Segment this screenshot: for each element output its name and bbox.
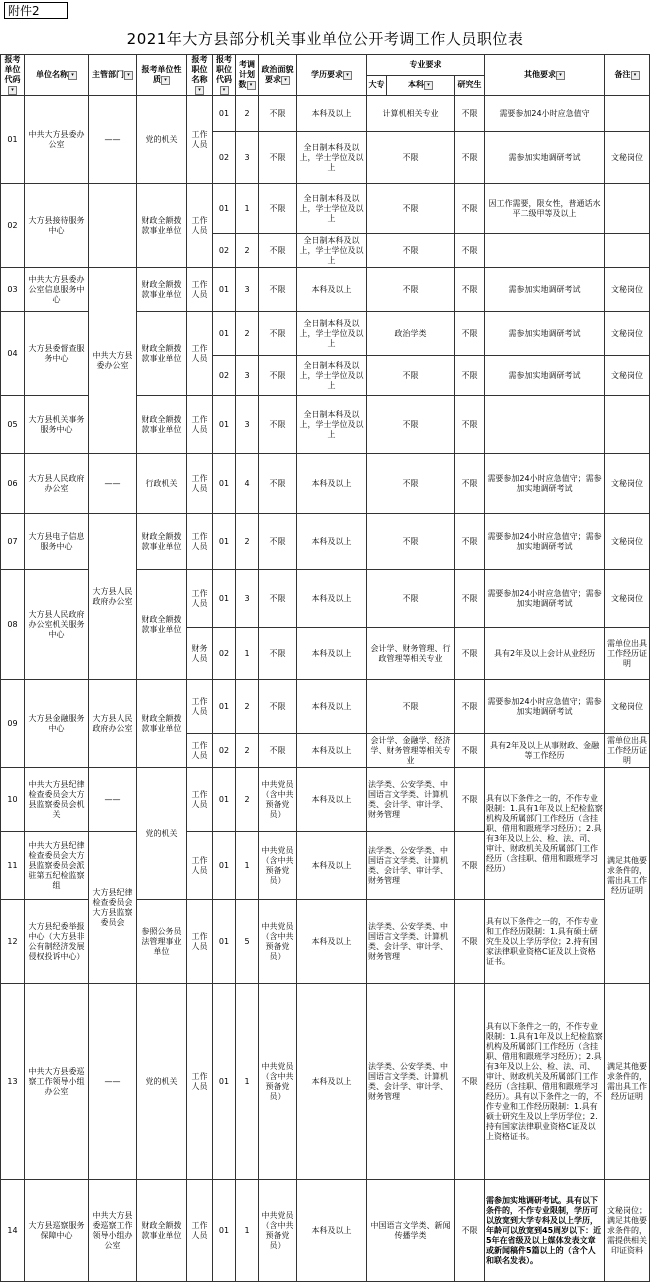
filter-dropdown-icon[interactable]: ▾ [424, 81, 433, 90]
unit-nature: 财政全额拨款事业单位 [137, 396, 187, 454]
unit-name: 中共大方县委巡察工作领导小组办公室 [25, 984, 89, 1180]
plan-count: 3 [236, 356, 259, 396]
plan-count: 3 [236, 268, 259, 312]
position-name: 工作人员 [187, 312, 213, 396]
position-code: 02 [213, 132, 236, 184]
political-req: 不限 [259, 680, 297, 734]
position-name: 工作人员 [187, 96, 213, 184]
political-req: 不限 [259, 628, 297, 680]
remark: 满足其他要求条件的，需出具工作经历证明 [605, 768, 650, 984]
remark: 文秘岗位 [605, 356, 650, 396]
dept: 大方县纪律检查委员会大方县监察委员会 [89, 832, 137, 984]
position-code: 01 [213, 454, 236, 514]
position-code: 01 [213, 570, 236, 628]
plan-count: 2 [236, 734, 259, 768]
major-bachelor: 法学类、公安学类、中国语言文学类、计算机类、会计学、审计学、财务管理 [367, 832, 455, 900]
major-bachelor: 不限 [367, 356, 455, 396]
position-name: 工作人员 [187, 570, 213, 628]
table-row [1, 680, 650, 734]
major-bachelor: 法学类、公安学类、中国语言文学类、计算机类、会计学、审计学、财务管理 [367, 900, 455, 984]
unit-name: 大方县电子信息服务中心 [25, 514, 89, 570]
plan-count: 4 [236, 454, 259, 514]
header-dept: 主管部门 ▾ [89, 55, 137, 96]
filter-dropdown-icon[interactable]: ▾ [343, 71, 352, 80]
table-row [1, 514, 650, 570]
remark [605, 96, 650, 132]
position-code: 01 [213, 96, 236, 132]
position-code: 02 [213, 234, 236, 268]
other-req: 需要参加24小时应急值守；需参加实地调研考试 [485, 570, 605, 628]
major-graduate: 不限 [455, 312, 485, 356]
major-graduate: 不限 [455, 900, 485, 984]
edu-req: 本科及以上 [297, 628, 367, 680]
plan-count: 2 [236, 768, 259, 832]
plan-count: 2 [236, 680, 259, 734]
edu-req: 全日制本科及以上，学士学位及以上 [297, 184, 367, 234]
unit-code: 05 [1, 396, 25, 454]
dept: —— [89, 768, 137, 832]
plan-count: 1 [236, 832, 259, 900]
position-code: 01 [213, 184, 236, 234]
major-bachelor: 不限 [367, 454, 455, 514]
position-name: 工作人员 [187, 984, 213, 1180]
major-bachelor: 计算机相关专业 [367, 96, 455, 132]
plan-count: 1 [236, 1180, 259, 1282]
position-code: 01 [213, 1180, 236, 1282]
header-nature: 报考单位性质 ▾ [137, 55, 187, 96]
edu-req: 本科及以上 [297, 984, 367, 1180]
dept: —— [89, 454, 137, 514]
unit-name: 大方县纪委举报中心（大方县非公有制经济发展侵权投诉中心） [25, 900, 89, 984]
filter-dropdown-icon[interactable]: ▾ [8, 86, 17, 95]
filter-dropdown-icon[interactable]: ▾ [247, 81, 256, 90]
other-req: 具有2年及以上从事财政、金融等工作经历 [485, 734, 605, 768]
remark [605, 234, 650, 268]
unit-code: 11 [1, 832, 25, 900]
annex-label: 附件2 [4, 2, 68, 19]
unit-name: 大方县人民政府办公室 [25, 454, 89, 514]
edu-req: 本科及以上 [297, 454, 367, 514]
remark: 文秘岗位 [605, 312, 650, 356]
edu-req: 本科及以上 [297, 514, 367, 570]
remark: 文秘岗位；满足其他要求条件的，需提供相关印证资料 [605, 1180, 650, 1282]
table-row [1, 96, 650, 132]
unit-code: 08 [1, 570, 25, 680]
edu-req: 本科及以上 [297, 96, 367, 132]
header-political: 政治面貌要求 ▾ [259, 55, 297, 96]
position-name: 工作人员 [187, 768, 213, 832]
unit-code: 02 [1, 184, 25, 268]
position-code: 01 [213, 680, 236, 734]
major-graduate: 不限 [455, 680, 485, 734]
position-code: 02 [213, 734, 236, 768]
major-graduate: 不限 [455, 234, 485, 268]
political-req: 不限 [259, 396, 297, 454]
position-name: 财务人员 [187, 628, 213, 680]
major-bachelor: 政治学类 [367, 312, 455, 356]
header-bachelor: 本科 ▾ [387, 75, 455, 96]
other-req: 具有以下条件之一的，不作专业限制：1.具有1年及以上纪检监察机构及所属部门工作经历（含挂职、借用和跟班学习经历）；2.具有3年及以上公、检、法、司、审计、财政机关及所属部门工作经历（含挂职、借用和跟班学习经历） [485, 768, 605, 900]
other-req: 需要参加24小时应急值守；需参加实地调研考试 [485, 680, 605, 734]
major-bachelor: 不限 [367, 680, 455, 734]
other-req: 需要参加24小时应急值守；需参加实地调研考试 [485, 514, 605, 570]
unit-name: 中共大方县纪律检查委员会大方县监察委员会派驻第五纪检监察组 [25, 832, 89, 900]
political-req: 中共党员（含中共预备党员） [259, 832, 297, 900]
unit-code: 04 [1, 312, 25, 396]
position-name: 工作人员 [187, 832, 213, 900]
other-req: 具有2年及以上会计从业经历 [485, 628, 605, 680]
remark [605, 184, 650, 234]
unit-name: 中共大方县委办公室信息服务中心 [25, 268, 89, 312]
major-graduate: 不限 [455, 832, 485, 900]
filter-dropdown-icon[interactable]: ▾ [124, 71, 133, 80]
position-name: 工作人员 [187, 900, 213, 984]
filter-dropdown-icon[interactable]: ▾ [281, 76, 290, 85]
major-graduate: 不限 [455, 570, 485, 628]
major-graduate: 不限 [455, 454, 485, 514]
unit-nature: 参照公务员法管理事业单位 [137, 900, 187, 984]
political-req: 不限 [259, 268, 297, 312]
political-req: 中共党员（含中共预备党员） [259, 900, 297, 984]
dept: —— [89, 984, 137, 1180]
major-bachelor: 不限 [367, 396, 455, 454]
other-req [485, 234, 605, 268]
major-bachelor: 会计学、金融学、经济学、财务管理等相关专业 [367, 734, 455, 768]
table-row [1, 454, 650, 514]
political-req: 不限 [259, 96, 297, 132]
plan-count: 1 [236, 628, 259, 680]
edu-req: 本科及以上 [297, 900, 367, 984]
plan-count: 2 [236, 514, 259, 570]
unit-code: 14 [1, 1180, 25, 1282]
unit-nature: 党的机关 [137, 768, 187, 900]
remark: 文秘岗位 [605, 570, 650, 628]
unit-code: 12 [1, 900, 25, 984]
plan-count: 5 [236, 900, 259, 984]
other-req: 需要参加24小时应急值守；需参加实地调研考试 [485, 454, 605, 514]
position-code: 01 [213, 900, 236, 984]
edu-req: 本科及以上 [297, 268, 367, 312]
major-graduate: 不限 [455, 268, 485, 312]
remark: 文秘岗位 [605, 514, 650, 570]
unit-name: 大方县委督查服务中心 [25, 312, 89, 396]
positions-table [0, 54, 650, 1282]
unit-code: 01 [1, 96, 25, 184]
major-graduate: 不限 [455, 514, 485, 570]
major-bachelor: 法学类、公安学类、中国语言文学类、计算机类、会计学、审计学、财务管理 [367, 768, 455, 832]
unit-nature: 财政全额拨款事业单位 [137, 268, 187, 312]
unit-nature: 行政机关 [137, 454, 187, 514]
header-unit-code: 报考单位代码▾ [1, 55, 25, 96]
other-req: 需要参加24小时应急值守 [485, 96, 605, 132]
edu-req: 全日制本科及以上，学士学位及以上 [297, 132, 367, 184]
table-row [1, 984, 650, 1180]
unit-nature: 财政全额拨款事业单位 [137, 570, 187, 680]
major-bachelor: 法学类、公安学类、中国语言文学类、计算机类、会计学、审计学、财务管理 [367, 984, 455, 1180]
edu-req: 全日制本科及以上，学士学位及以上 [297, 396, 367, 454]
major-bachelor: 会计学、财务管理、行政管理等相关专业 [367, 628, 455, 680]
unit-name: 大方县机关事务服务中心 [25, 396, 89, 454]
political-req: 中共党员（含中共预备党员） [259, 768, 297, 832]
political-req: 不限 [259, 734, 297, 768]
table-row [1, 184, 650, 234]
major-graduate: 不限 [455, 396, 485, 454]
position-name: 工作人员 [187, 1180, 213, 1282]
other-req: 需参加实地调研考试 [485, 268, 605, 312]
header-edu: 学历要求 ▾ [297, 55, 367, 96]
dept: 大方县人民政府办公室 [89, 680, 137, 768]
position-name: 工作人员 [187, 268, 213, 312]
position-code: 02 [213, 628, 236, 680]
unit-code: 03 [1, 268, 25, 312]
major-bachelor: 不限 [367, 268, 455, 312]
edu-req: 全日制本科及以上，学士学位及以上 [297, 356, 367, 396]
position-code: 01 [213, 268, 236, 312]
unit-name: 中共大方县纪律检查委员会大方县监察委员会机关 [25, 768, 89, 832]
political-req: 不限 [259, 312, 297, 356]
political-req: 不限 [259, 132, 297, 184]
position-code: 01 [213, 832, 236, 900]
major-graduate: 不限 [455, 734, 485, 768]
unit-nature: 财政全额拨款事业单位 [137, 184, 187, 268]
unit-name: 中共大方县委办公室 [25, 96, 89, 184]
edu-req: 本科及以上 [297, 680, 367, 734]
header-graduate: 研究生 [455, 75, 485, 96]
unit-name: 大方县金融服务中心 [25, 680, 89, 768]
unit-code: 10 [1, 768, 25, 832]
edu-req: 全日制本科及以上，学士学位及以上 [297, 234, 367, 268]
position-code: 01 [213, 984, 236, 1180]
page-title: 2021年大方县部分机关事业单位公开考调工作人员职位表 [126, 30, 524, 48]
other-req: 需参加实地调研考试 [485, 132, 605, 184]
political-req: 不限 [259, 514, 297, 570]
table-row [1, 1180, 650, 1282]
major-graduate: 不限 [455, 184, 485, 234]
major-graduate: 不限 [455, 628, 485, 680]
remark: 文秘岗位 [605, 132, 650, 184]
position-name: 工作人员 [187, 734, 213, 768]
position-code: 01 [213, 768, 236, 832]
other-req: 需参加实地调研考试 [485, 356, 605, 396]
political-req: 不限 [259, 356, 297, 396]
position-code: 02 [213, 356, 236, 396]
header-position: 报考职位名称▾ [187, 55, 213, 96]
remark: 文秘岗位 [605, 454, 650, 514]
other-req [485, 396, 605, 454]
edu-req: 本科及以上 [297, 768, 367, 832]
major-graduate: 不限 [455, 984, 485, 1180]
unit-code: 13 [1, 984, 25, 1180]
header-other: 其他要求 ▾ [485, 55, 605, 96]
plan-count: 3 [236, 396, 259, 454]
dept: —— [89, 96, 137, 184]
header-major: 专业要求 [367, 55, 485, 76]
dept [89, 184, 137, 268]
edu-req: 本科及以上 [297, 832, 367, 900]
remark: 文秘岗位 [605, 268, 650, 312]
unit-nature: 财政全额拨款事业单位 [137, 514, 187, 570]
header-unit-name: 单位名称 ▾ [25, 55, 89, 96]
other-req: 因工作需要，限女性，普通话水平二级甲等及以上 [485, 184, 605, 234]
other-req: 具有以下条件之一的，不作专业限制：1.具有1年及以上纪检监察机构及所属部门工作经历（含挂职、借用和跟班学习经历）；2.具有3年及以上公、检、法、司、审计、财政机关及所属部门工作经历（含挂职、借用和跟班学习经历）。具有以下条件之一的，不作专业和工作经历限制：1.具有硕士研究生及以上学历学位；2.持有国家法律职业资格C证及以上资格证书。 [485, 984, 605, 1180]
unit-code: 06 [1, 454, 25, 514]
plan-count: 2 [236, 312, 259, 356]
plan-count: 2 [236, 234, 259, 268]
unit-name: 大方县人民政府办公室机关服务中心 [25, 570, 89, 680]
political-req: 不限 [259, 454, 297, 514]
political-req: 不限 [259, 234, 297, 268]
header-plan: 考调计划数 ▾ [236, 55, 259, 96]
unit-name: 大方县巡察服务保障中心 [25, 1180, 89, 1282]
filter-dropdown-icon[interactable]: ▾ [556, 71, 565, 80]
major-bachelor: 不限 [367, 184, 455, 234]
table-row [1, 268, 650, 312]
header-remark: 备注 ▾ [605, 55, 650, 96]
major-bachelor: 不限 [367, 514, 455, 570]
major-graduate: 不限 [455, 768, 485, 832]
filter-dropdown-icon[interactable]: ▾ [68, 71, 77, 80]
dept: 大方县人民政府办公室 [89, 514, 137, 680]
unit-nature: 财政全额拨款事业单位 [137, 1180, 187, 1282]
major-bachelor: 中国语言文学类、新闻传播学类 [367, 1180, 455, 1282]
header-college: 大专 [367, 75, 387, 96]
position-code: 01 [213, 396, 236, 454]
position-name: 工作人员 [187, 454, 213, 514]
major-bachelor: 不限 [367, 570, 455, 628]
major-bachelor: 不限 [367, 234, 455, 268]
filter-dropdown-icon[interactable]: ▾ [631, 71, 640, 80]
unit-nature: 党的机关 [137, 984, 187, 1180]
edu-req: 本科及以上 [297, 734, 367, 768]
unit-code: 09 [1, 680, 25, 768]
major-graduate: 不限 [455, 356, 485, 396]
plan-count: 2 [236, 96, 259, 132]
major-bachelor: 不限 [367, 132, 455, 184]
dept: 中共大方县委办公室 [89, 268, 137, 454]
position-name: 工作人员 [187, 184, 213, 268]
header-pos-code: 报考职位代码▾ [213, 55, 236, 96]
unit-nature: 财政全额拨款事业单位 [137, 312, 187, 396]
unit-nature: 财政全额拨款事业单位 [137, 680, 187, 768]
edu-req: 全日制本科及以上，学士学位及以上 [297, 312, 367, 356]
edu-req: 本科及以上 [297, 1180, 367, 1282]
remark: 文秘岗位 [605, 680, 650, 734]
political-req: 中共党员（含中共预备党员） [259, 1180, 297, 1282]
other-req: 具有以下条件之一的，不作专业和工作经历限制：1.具有硕士研究生及以上学历学位；2.持有国家法律职业资格C证及以上资格证书。 [485, 900, 605, 984]
table-row [1, 768, 650, 832]
remark [605, 396, 650, 454]
major-graduate: 不限 [455, 132, 485, 184]
position-name: 工作人员 [187, 514, 213, 570]
plan-count: 1 [236, 184, 259, 234]
remark: 需单位出具工作经历证明 [605, 628, 650, 680]
political-req: 不限 [259, 184, 297, 234]
remark: 需单位出具工作经历证明 [605, 734, 650, 768]
filter-dropdown-icon[interactable]: ▾ [220, 86, 229, 95]
plan-count: 3 [236, 570, 259, 628]
filter-dropdown-icon[interactable]: ▾ [195, 86, 204, 95]
major-graduate: 不限 [455, 96, 485, 132]
plan-count: 3 [236, 132, 259, 184]
other-req: 需参加实地调研考试。具有以下条件的，不作专业限制，学历可以放宽到大学专科及以上学历，年龄可以放宽到45周岁以下：近5年在省级及以上媒体发表文章或新闻稿件5篇以上的（含个人和联名发表）。 [485, 1180, 605, 1282]
remark: 满足其他要求条件的，需出具工作经历证明 [605, 984, 650, 1180]
political-req: 中共党员（含中共预备党员） [259, 984, 297, 1180]
political-req: 不限 [259, 570, 297, 628]
unit-nature: 党的机关 [137, 96, 187, 184]
unit-name: 大方县接待服务中心 [25, 184, 89, 268]
position-name: 工作人员 [187, 680, 213, 734]
position-code: 01 [213, 312, 236, 356]
position-code: 01 [213, 514, 236, 570]
dept: 中共大方县委巡察工作领导小组办公室 [89, 1180, 137, 1282]
other-req: 需参加实地调研考试 [485, 312, 605, 356]
position-name: 工作人员 [187, 396, 213, 454]
unit-code: 07 [1, 514, 25, 570]
major-graduate: 不限 [455, 1180, 485, 1282]
filter-dropdown-icon[interactable]: ▾ [161, 76, 170, 85]
edu-req: 本科及以上 [297, 570, 367, 628]
plan-count: 1 [236, 984, 259, 1180]
